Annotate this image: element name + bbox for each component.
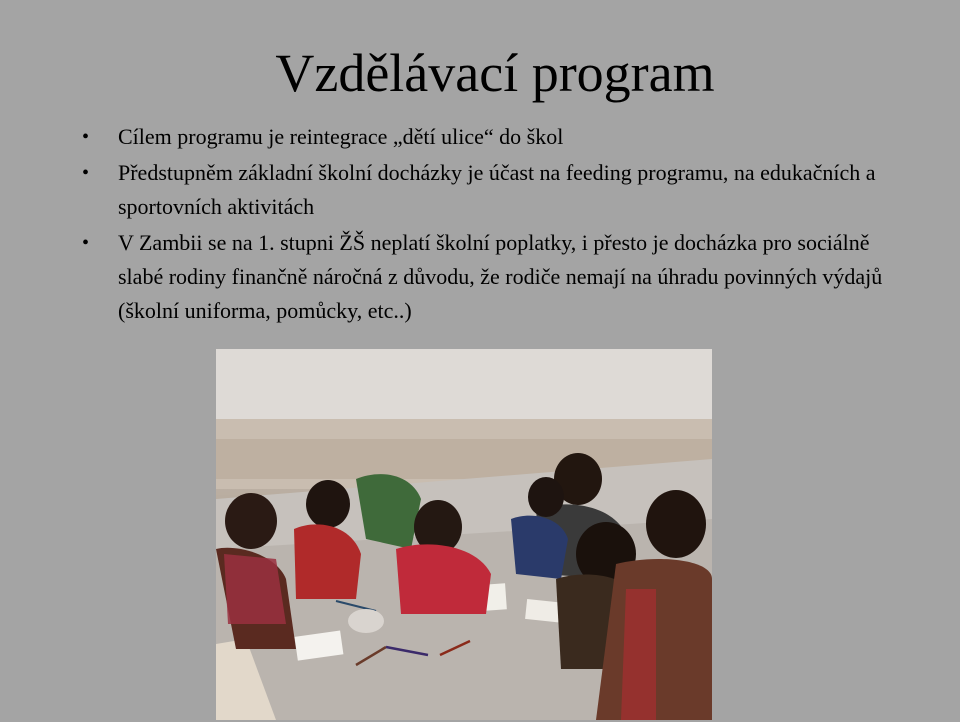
bullet-item — [82, 156, 902, 224]
bullet-text: V Zambii se na 1. stupni ŽŠ neplatí školní poplatky, i přesto je docházka pro sociálně slabé rodiny finančně náročná z důvodu, že rodiče nemají na úhradu povinných výdajů (školní uniforma, pomůcky, etc..) — [118, 230, 883, 323]
bullet-marker: • — [82, 162, 90, 184]
children-drawing-photo — [216, 349, 712, 720]
bullet-list — [82, 120, 902, 328]
bullet-text: Cílem programu je reintegrace „dětí ulice“ do škol — [118, 124, 564, 149]
photo-illustration — [216, 349, 712, 720]
bullet-text: Předstupněm základní školní docházky je účast na feeding programu, na edukačních a sportovních aktivitách — [118, 160, 876, 219]
bullet-marker: • — [82, 232, 90, 254]
bullet-item — [82, 120, 902, 154]
slide-title: Vzdělávací program — [275, 43, 715, 103]
bullet-item — [82, 226, 902, 328]
bullet-marker: • — [82, 126, 90, 148]
